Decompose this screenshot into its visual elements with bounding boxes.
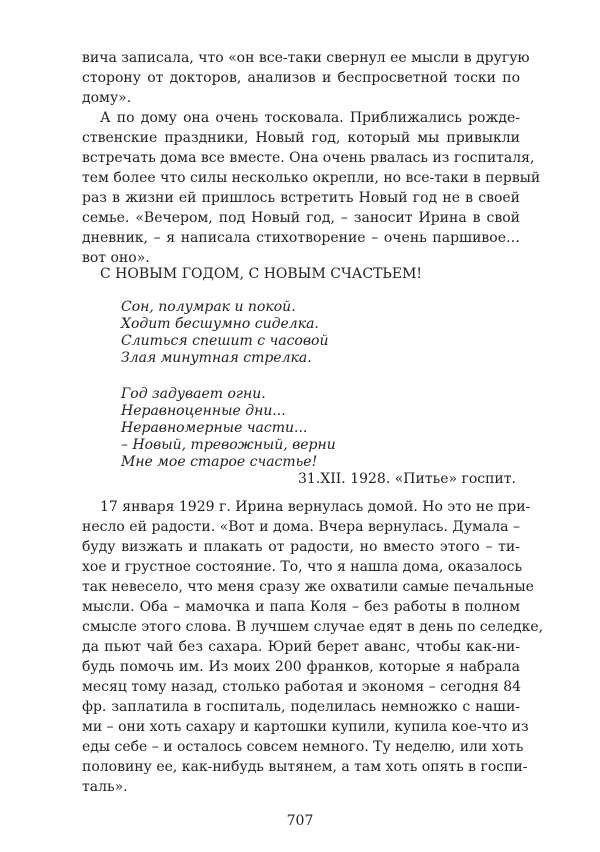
text-line: дому».	[82, 90, 132, 106]
poem-verse-line: – Новый, тревожный, верни	[121, 437, 336, 453]
text-line: фр. заплатила в госпиталь, поделилась немножко с наши-	[82, 699, 520, 715]
poem-verse-line: Слиться спешит с часовой	[121, 333, 329, 349]
text-line: раз в жизни ей пришлось встретить Новый год не в своей	[82, 190, 520, 206]
text-line: буду визжать и плакать от радости, но вместо этого – ти-	[82, 539, 520, 555]
text-line: таль».	[82, 779, 128, 795]
poem-verse-line: Неравномерные части...	[121, 420, 308, 436]
text-line: смысле этого слова. В лучшем случае едят в день по селедке,	[82, 619, 544, 635]
text-line: да пьют чай без сахара. Юрий берет аванс, чтобы как-ни-	[82, 639, 520, 655]
text-line: семье. «Вечером, под Новый год, – заносит Ирина в свой	[82, 210, 520, 226]
text-line: еды себе – и осталось совсем немного. Ту неделю, или хоть	[82, 739, 524, 755]
text-line: вот оно».	[82, 250, 150, 266]
poem-verse-line: Мне мое старое счастье!	[121, 454, 318, 470]
text-line: вича записала, что «он все-таки свернул ее мысли в другую	[82, 50, 530, 66]
poem-title: С НОВЫМ ГОДОМ, С НОВЫМ СЧАСТЬЕМ!	[100, 266, 423, 282]
page-number: 707	[286, 813, 314, 829]
poem-verse-line: Неравноценные дни...	[121, 403, 286, 419]
text-line: месяц тому назад, столько работая и экономя – сегодня 84	[82, 679, 522, 695]
poem-verse-line: Год задувает огни.	[121, 386, 266, 402]
text-line: будь помочь им. Из моих 200 франков, которые я набрала	[82, 659, 520, 675]
poem-verse-line: Злая минутная стрелка.	[121, 350, 312, 366]
text-line: А по дому она очень тосковала. Приближались рожде-	[100, 110, 520, 126]
text-line: ственские праздники, Новый год, который мы привыкли	[82, 130, 520, 146]
text-line: тем более что силы несколько окрепли, но все-таки в первый	[82, 170, 541, 186]
text-line: несло ей радости. «Вот и дома. Вчера вернулась. Думала –	[82, 519, 520, 535]
poem-verse-line: Сон, полумрак и покой.	[121, 299, 296, 315]
poem-dateline: 31.XII. 1928. «Питье» госпит.	[298, 471, 516, 487]
text-line: дневник, – я написала стихотворение – очень паршивое…	[82, 230, 520, 246]
text-line: хое и грустное состояние. То, что я нашла дома, оказалось	[82, 559, 523, 575]
text-line: встречать дома все вместе. Она очень рвалась из госпиталя,	[82, 150, 535, 166]
text-line: мысли. Оба – мамочка и папа Коля – без работы в полном	[82, 599, 520, 615]
text-line: ми – они хоть сахару и картошки купили, купила кое-что из	[82, 719, 529, 735]
text-line: так невесело, что меня сразу же охватили самые печальные	[82, 579, 534, 595]
text-line: половину ее, как-нибудь вытянем, а там хоть опять в госпи-	[82, 759, 528, 775]
text-line: 17 января 1929 г. Ирина вернулась домой. Но это не при-	[100, 499, 531, 515]
text-line: сторону от докторов, анализов и беспросветной тоски по	[82, 70, 520, 86]
poem-verse-line: Ходит бесшумно сиделка.	[121, 316, 319, 332]
